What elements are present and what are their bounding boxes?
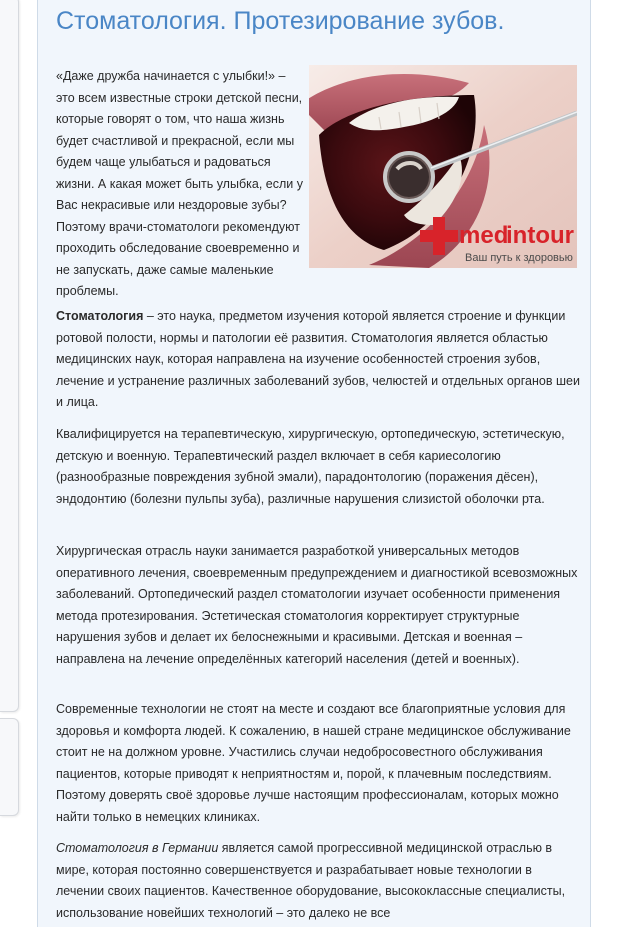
paragraph-surgical: Хирургическая отрасль науки занимается разработкой универсальных методов оперативного лечения, своевременным предупреждением и диагностикой всевозможных заболеваний. Ортопедический раздел стоматологии изучает особенности применения метода протезирования. Эстетическая стоматология корректирует структурные нарушения зубов и делает их белоснежными и красивыми. Детская и военная – направлена на лечение определённых категорий населения (детей и военных). [56, 544, 578, 666]
left-panel-tab-bottom [0, 718, 19, 816]
paragraph-definition-text: – это наука, предметом изучения которой является строение и функции ротовой полости, нормы и патологии её развития. Стоматология является областью медицинских наук, которая направлена на изучение особенностей строения зубов, лечение и устранение различных заболеваний зубов, челюстей и отдельных органов шеи и лица. [56, 309, 580, 409]
intro-paragraph: «Даже дружба начинается с улыбки!» – это всем известные строки детской песни, которые говорят о том, что наша жизнь будет счастливой и прекрасной, если мы будем чаще улыбаться и радоваться жизни. А какая может быть улыбка, если у Вас некрасивые или нездоровые зубы? Поэтому врачи-стоматологи рекомендуют проходить обследование своевременно и не запускать, даже самые маленькие проблемы. [56, 69, 303, 298]
logo-intour-text: intour [506, 222, 574, 249]
left-panel-tab-top [0, 0, 19, 712]
dental-mirror-photo [309, 65, 577, 268]
article-content [37, 0, 591, 927]
term-stomatology: Стоматология [56, 309, 144, 323]
paragraph-definition [56, 306, 581, 414]
logo-med-text: med [459, 222, 509, 249]
paragraph-germany [56, 838, 581, 924]
paragraph-branches: Квалифицируется на терапевтическую, хирургическую, ортопедическую, эстетическую, детскую и военную. Терапевтический раздел включает в себя кариесологию (разнообразные повреждения зубной эмали), парадонтологию (поражения дёсен), эндодонтию (болезни пульпы зуба), различные нарушения слизистой оболочки рта. [56, 427, 565, 506]
paragraph-germany-text: является самой прогрессивной медицинской отраслью в мире, которая постоянно совершенствуется и разрабатывает новые технологии в лечении своих пациентов. Качественное оборудование, высококлассные специалисты, использование новейших технологий – это далеко не все [56, 841, 566, 920]
logo-tagline-text: Ваш путь к здоровью [465, 252, 573, 264]
paragraph-technologies: Современные технологии не стоят на месте и создают все благоприятные условия для здоровья и комфорта людей. К сожалению, в нашей стране медицинское обслуживание стоит не на должном уровне. Участились случаи недобросовестного обслуживания пациентов, которые приводят к неприятностям и, порой, к плачевным последствиям. Поэтому доверять своё здоровье лучше настоящим профессионалам, которых можно найти только в немецких клиниках. [56, 702, 571, 824]
article-title: Стоматология. Протезирование зубов. [56, 7, 505, 35]
germany-italic-term: Стоматология в Германии [56, 841, 219, 855]
